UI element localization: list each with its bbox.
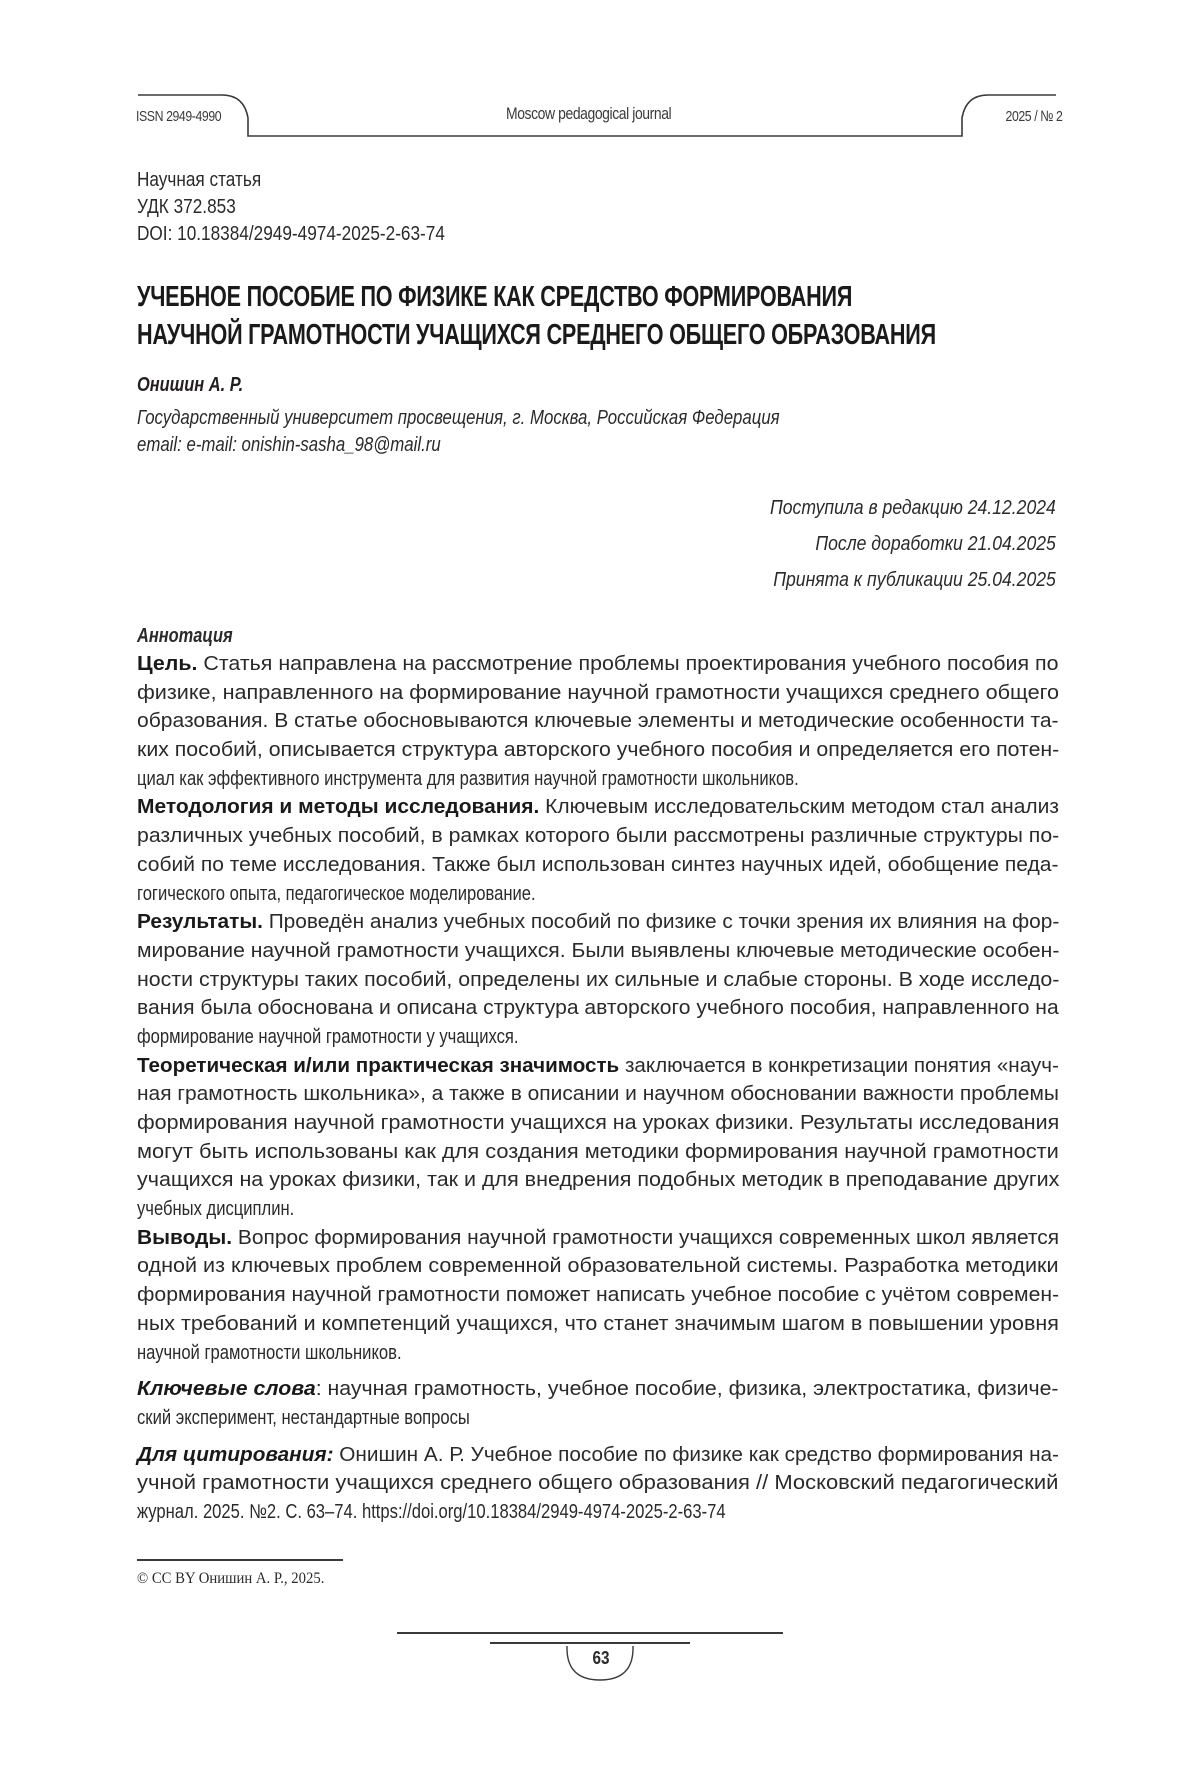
- abstract-line: вания была обоснована и описана структура авторского учебного пособия, направленного на: [137, 997, 1059, 1020]
- article-title: [137, 278, 1200, 354]
- abstract-line: [137, 650, 1059, 679]
- page-number: 63: [592, 1648, 610, 1668]
- section-label: Результаты.: [137, 911, 263, 934]
- doi: DOI: 10.18384/2949-4974-2025-2-63-74: [137, 223, 445, 245]
- keywords: [137, 1375, 1059, 1432]
- section-label: Выводы.: [137, 1226, 233, 1249]
- abstract-goal: [137, 650, 1059, 793]
- abstract-line: могут быть использованы как для создания методики формирования научной грамотности: [137, 1140, 1059, 1163]
- udk-code: УДК 372.853: [137, 196, 236, 218]
- abstract-line: собий по теме исследования. Также был использован синтез научных идей, обобщение педа-: [137, 853, 1059, 876]
- section-label: Теоретическая и/или практическая значимость: [137, 1054, 620, 1077]
- abstract-methods: [137, 793, 1059, 908]
- date-accepted: Принята к публикации 25.04.2025: [773, 569, 1056, 591]
- date-received: Поступила в редакцию 24.12.2024: [770, 497, 1056, 519]
- journal-name: Moscow pedagogical journal: [506, 104, 672, 123]
- abstract-results: [137, 908, 1059, 1051]
- line-text: Ключевым исследовательским методом стал анализ: [539, 796, 1059, 819]
- issue-number: 2025 / № 2: [1005, 108, 1062, 125]
- abstract-line: ких пособий, описывается структура авторского учебного пособия и определяется его потен-: [137, 739, 1060, 762]
- keywords-line: [137, 1375, 1059, 1404]
- abstract: [137, 622, 1059, 1527]
- abstract-line: ных требований и компетенций учащихся, что станет значимым шагом в повышении уровня: [137, 1312, 1059, 1335]
- license-footnote: © CC BY Онишин А. Р., 2025.: [137, 1570, 325, 1587]
- abstract-line: [137, 1224, 1059, 1253]
- citation-line: учной грамотности учащихся среднего общего образования // Московский педагогический: [137, 1472, 1059, 1495]
- abstract-line: формирования научной грамотности поможет написать учебное пособие с учётом современ-: [137, 1284, 1060, 1307]
- footer-rule-long: [397, 1632, 783, 1634]
- abstract-line: различных учебных пособий, в рамках которого были рассмотрены различные структуры по-: [137, 825, 1060, 848]
- line-text: : научная грамотность, учебное пособие, физика, электростатика, физиче-: [315, 1378, 1059, 1401]
- abstract-line: формирование научной грамотности у учащихся.: [137, 1025, 519, 1048]
- line-text: Статья направлена на рассмотрение проблемы проектирования учебного пособия по: [197, 653, 1059, 675]
- line-text: Проведён анализ учебных пособий по физике с точки зрения их влияния на фор-: [262, 911, 1060, 934]
- citation-label: Для цитирования:: [137, 1443, 334, 1466]
- article-meta: [137, 167, 495, 248]
- issn: ISSN 2949-4990: [136, 108, 222, 125]
- citation-line: [137, 1441, 1059, 1470]
- keywords-label: Ключевые слова: [137, 1378, 316, 1401]
- abstract-line: одной из ключевых проблем современной образовательной системы. Разработка методики: [137, 1255, 1059, 1278]
- title-line: НАУЧНОЙ ГРАМОТНОСТИ УЧАЩИХСЯ СРЕДНЕГО ОБЩЕГО ОБРАЗОВАНИЯ: [137, 319, 936, 351]
- abstract-line: ности структуры таких пособий, определены их сильные и слабые стороны. В ходе исследо-: [137, 968, 1060, 991]
- abstract-line: научной грамотности школьников.: [137, 1341, 402, 1364]
- abstract-line: мирование научной грамотности учащихся. Были выявлены ключевые методические особен-: [137, 939, 1060, 962]
- abstract-line: гогического опыта, педагогическое моделирование.: [137, 882, 536, 905]
- title-line: УЧЕБНОЕ ПОСОБИЕ ПО ФИЗИКЕ КАК СРЕДСТВО ФОРМИРОВАНИЯ: [137, 281, 853, 313]
- date-revised: После доработки 21.04.2025: [815, 533, 1056, 555]
- abstract-line: [137, 793, 1059, 822]
- section-label: Цель.: [137, 653, 198, 675]
- footer-rule-short: [490, 1642, 690, 1644]
- author-name: Онишин А. Р.: [137, 374, 244, 396]
- abstract-line: ная грамотность школьника», а также в описании и научном обосновании важности проблемы: [137, 1083, 1059, 1106]
- section-label: Методология и методы исследования.: [137, 796, 540, 819]
- abstract-heading: Аннотация: [137, 625, 233, 647]
- citation-line[interactable]: журнал. 2025. №2. С. 63–74. https://doi.org/10.18384/2949-4974-2025-2-63-74: [137, 1500, 726, 1523]
- abstract-line: формирования научной грамотности учащихся на уроках физики. Результаты исследования: [137, 1112, 1060, 1134]
- abstract-line: циал как эффективного инструмента для развития научной грамотности школьников.: [137, 767, 799, 790]
- line-text: заключается в конкретизации понятия «науч-: [619, 1054, 1059, 1077]
- abstract-line: учебных дисциплин.: [137, 1198, 295, 1221]
- author-email[interactable]: email: e-mail: onishin-sasha_98@mail.ru: [137, 434, 441, 456]
- abstract-line: [137, 1052, 1059, 1081]
- abstract-significance: [137, 1052, 1059, 1224]
- publication-dates: [731, 490, 1056, 598]
- footnote-rule: [137, 1559, 343, 1561]
- article-type: Научная статья: [137, 169, 262, 191]
- abstract-line: образования. В статье обосновываются ключевые элементы и методические особенности та-: [137, 710, 1059, 733]
- keywords-line: ский эксперимент, нестандартные вопросы: [137, 1406, 470, 1429]
- running-header: [136, 94, 1062, 138]
- abstract-line: [137, 908, 1059, 937]
- abstract-line: физике, направленного на формирование научной грамотности учащихся среднего общего: [137, 681, 1060, 704]
- line-text: Вопрос формирования научной грамотности учащихся современных школ является: [232, 1226, 1060, 1249]
- affiliation: Государственный университет просвещения, г. Москва, Российская Федерация: [137, 407, 780, 429]
- line-text: Онишин А. Р. Учебное пособие по физике как средство формирования на-: [333, 1443, 1059, 1466]
- abstract-line: учащихся на уроках физики, так и для внедрения подобных методик в преподавание других: [137, 1169, 1060, 1192]
- citation: [137, 1441, 1059, 1527]
- author-affiliation-block: [137, 405, 902, 459]
- abstract-conclusions: [137, 1224, 1059, 1367]
